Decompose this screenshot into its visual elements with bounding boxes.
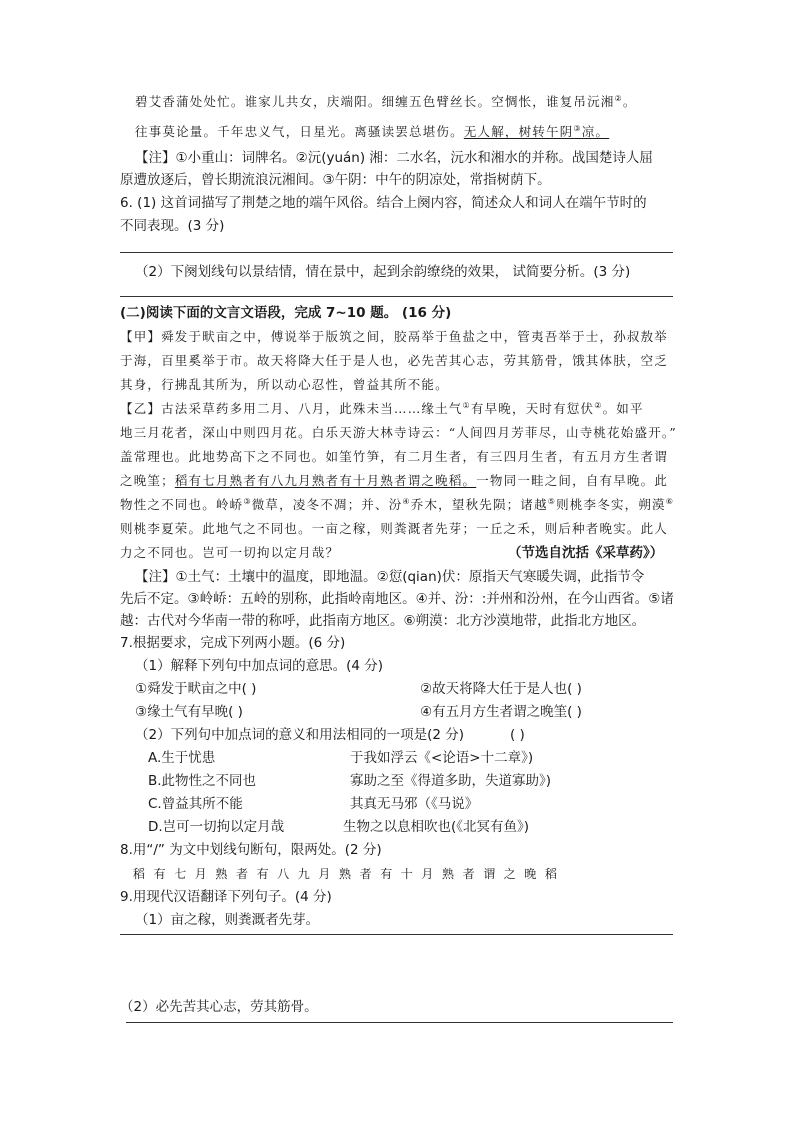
question-7-item: ③缘土气有早晚( ) (135, 704, 243, 720)
question-8-sentence: 稻有七月熟者有八九月熟者有十月熟者谓之晚稻 (133, 867, 566, 881)
option-d-left: D.岂可一切拘以定月哉 (148, 819, 285, 835)
poem-text: 。 (622, 94, 637, 109)
note-line: 原遭放逐后，曾长期流浪沅湘间。③午阴：中午的阴凉处，常指树荫下。 (120, 172, 551, 188)
footnote-mark: ⑤ (547, 496, 557, 506)
question-6-line: 不同表现。(3 分) (120, 218, 225, 234)
option-b-left: B.此物性之不同也 (148, 773, 257, 789)
poem-line-2 (135, 122, 609, 142)
passage-yi-line: 物性之不同也。岭峤③微草，凌冬不凋；并、汾④乔木，望秋先陨；诸越⑤则桃李冬实，朔漠⑥ (120, 496, 675, 512)
poem-line-1 (135, 92, 637, 112)
underlined-poem-line: 无人解，树转午阴③凉。 (463, 123, 610, 139)
note-line: 【注】①土气：土壤中的温度，即地温。②愆(qian)伏：原指天气寒暖失调，此指节令 (135, 569, 645, 585)
passage-yi-line: 则桃李夏荣。此地气之不同也。一亩之稼，则粪溉者先芽；一丘之禾，则后种者晚实。此人 (120, 521, 669, 536)
footnote-mark: ① (462, 400, 471, 410)
answer-line[interactable] (120, 934, 673, 935)
question-7-sub2: （2）下列句中加点词的意义和用法相同的一项是(2 分) (135, 727, 465, 743)
answer-line[interactable] (126, 1022, 673, 1023)
poem-text: 往事莫论量。千年忠义气，日星光。离骚读罢总堪伤。 (135, 124, 464, 139)
passage-yi-line: 【乙】古法采草药多用二月、八月，此殊未当……缘土气①有早晚，天时有愆伏②。如平 (120, 400, 644, 416)
question-9-title: 9.用现代汉语翻译下列句子。(4 分) (120, 889, 332, 905)
footnote-mark: ② (614, 93, 623, 103)
option-a-left: A.生于忧患 (148, 750, 216, 766)
footnote-mark: ② (594, 400, 603, 410)
option-b-right: 寡助之至《得道多助，失道寡助》) (350, 773, 552, 789)
passage-yi-line: 盖常理也。此地势高下之不同也。如筀竹笋，有二月生者，有三四月生者，有五月方生者谓 (120, 449, 669, 464)
question-7-title: 7.根据要求，完成下列两小题。(6 分) (120, 635, 346, 651)
footnote-mark: ④ (402, 496, 411, 506)
question-6-part-2: （2）下阕划线句以景结情，情在景中，起到余韵缭绕的效果， 试简要分析。(3 分) (135, 264, 631, 280)
footnote-mark: ③ (243, 496, 252, 506)
passage-yi-line: 力之不同也。岂可一切拘以定月哉？ (120, 545, 340, 560)
passage-jia-line: 其身，行拂乱其所为，所以动心忍性，曾益其所不能。 (120, 377, 449, 392)
poem-text: 碧艾香蒲处处忙。谁家儿共女，庆端阳。细缠五色臂丝长。空惆怅，谁复吊沅湘 (135, 94, 615, 109)
note-line: 越：古代对今华南一带的称呼，此指南方地区。⑥朔漠：北方沙漠地带，此指北方地区。 (120, 613, 646, 629)
footnote-mark: ⑥ (665, 496, 675, 506)
passage-source: （节选自沈括《采草药》） (508, 545, 664, 561)
question-7-item: ④有五月方生者谓之晚筀( ) (420, 704, 582, 720)
question-9-sentence-1: （1）亩之稼，则粪溉者先芽。 (135, 912, 320, 928)
question-8-title: 8.用“/” 为文中划线句断句，限两处。(2 分) (120, 842, 382, 858)
answer-line[interactable] (120, 252, 673, 253)
option-d-right: 生物之以息相吹也(《北冥有鱼》) (343, 819, 530, 835)
answer-paren[interactable]: ( ) (510, 727, 525, 743)
question-7-sub1: （1）解释下列句中加点词的意思。(4 分) (135, 658, 384, 674)
passage-yi-line: 之晚筀；稻有七月熟者有八九月熟者有十月熟者谓之晚稻。一物同一畦之间，自有早晚。此 (120, 473, 669, 488)
note-line: 先后不定。③岭峤：五岭的别称，此指岭南地区。④并、汾：:并州和汾州，在今山西省。⑤诸 (120, 591, 674, 607)
question-7-item: ①舜发于畎亩之中( ) (135, 681, 257, 697)
passage-yi-line: 地三月花者，深山中则四月花。白乐天游大林寺诗云：“人间四月芳菲尽，山寺桃花始盛开。” (120, 425, 677, 440)
question-6-line: 6. (1) 这首词描写了荆楚之地的端午风俗。结合上阕内容，简述众人和词人在端午节时的 (120, 195, 647, 211)
question-7-item: ②故天将降大任于是人也( ) (420, 681, 582, 697)
underlined-sentence: 稻有七月熟者有八九月熟者有十月熟者谓之晚稻。 (174, 473, 477, 488)
passage-jia-line: 于海，百里奚举于市。故天将降大任于是人也，必先苦其心志，劳其筋骨，饿其体肤，空乏 (120, 353, 669, 368)
answer-line[interactable] (120, 296, 673, 297)
option-c-right: 其真无马邪（《马说》 (350, 796, 479, 812)
question-9-sentence-2: （2）必先苦其心志，劳其筋骨。 (120, 999, 318, 1015)
note-line: 【注】①小重山：词牌名。②沅(yuán) 湘：二水名，沅水和湘水的并称。战国楚诗人屈 (135, 150, 653, 166)
option-c-left: C.曾益其所不能 (148, 796, 243, 812)
option-a-right: 于我如浮云《<论语>十二章》) (350, 750, 534, 766)
passage-jia-line: 【甲】舜发于畎亩之中，傅说举于版筑之间，胶鬲举于鱼盐之中，管夷吾举于士，孙叔敖举 (120, 329, 669, 344)
section-heading: (二)阅读下面的文言文语段，完成 7~10 题。 (16 分) (120, 305, 452, 321)
